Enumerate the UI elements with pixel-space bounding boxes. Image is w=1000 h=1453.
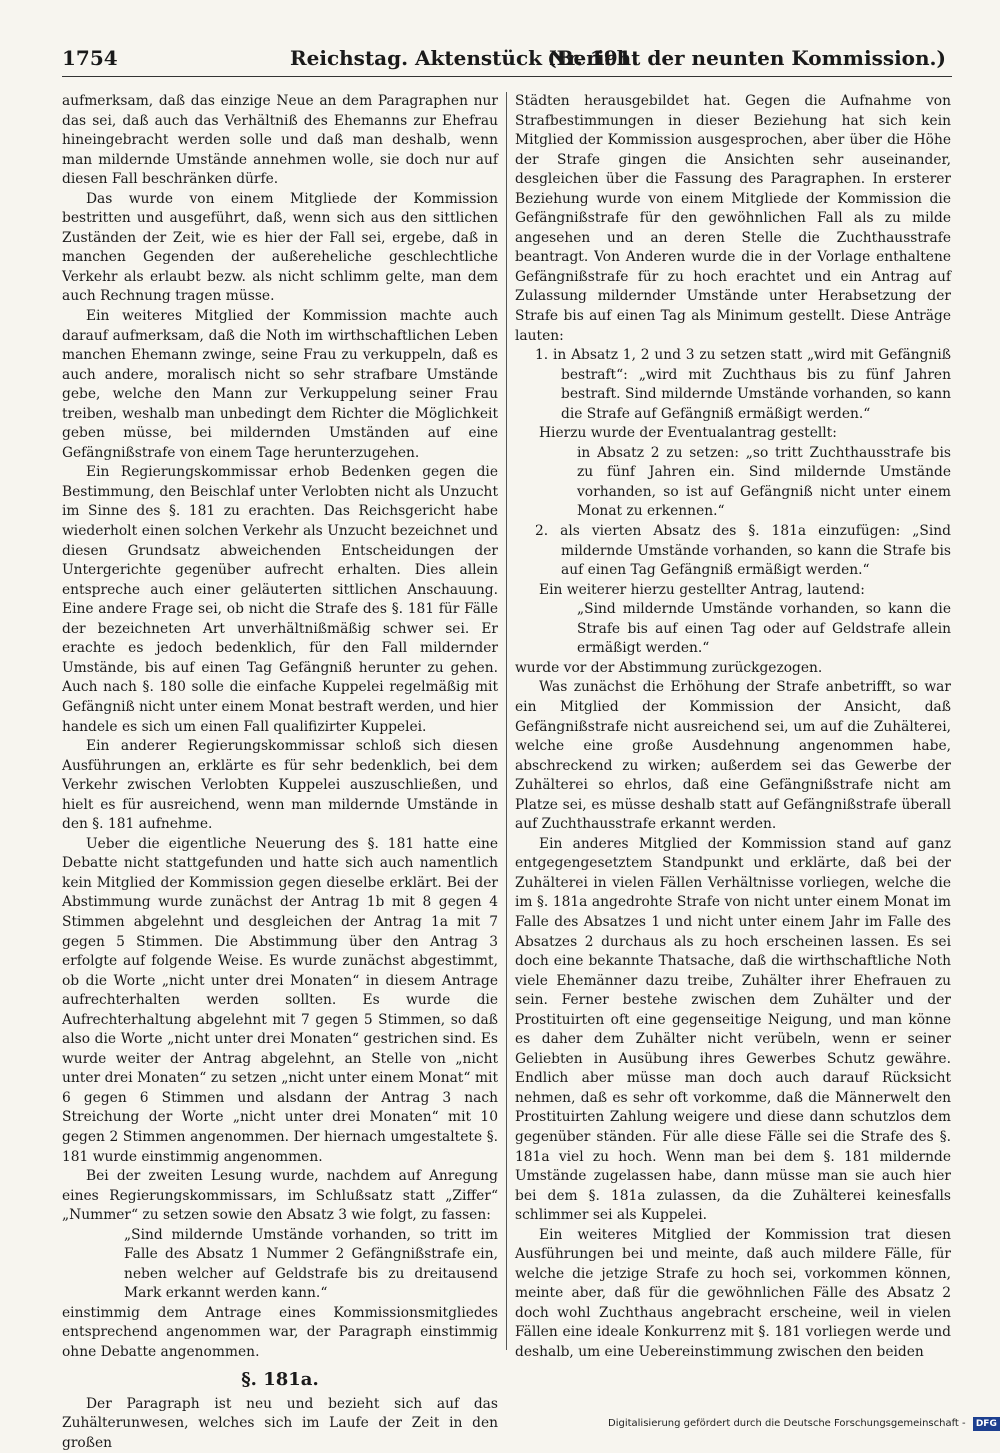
paragraph: Das wurde von einem Mitgliede der Kommission bestritten und ausgeführt, daß, wenn sich aus den sittlichen Zuständen der Zeit, wie es hier der Fall sei, ergebe, daß in manchen Gegenden der außereheliche geschlechtliche Verkehr als erlaubt bezw. als nicht schlimm gelte, man dem auch Rechnung tragen müsse. (62, 190, 498, 305)
further-motion-intro: Ein weiterer hierzu gestellter Antrag, lautend: (539, 581, 865, 598)
eventual-motion-text: in Absatz 2 zu setzen: „so tritt Zuchthausstrafe bis zu fünf Jahren ein. Sind mildernde Umstände vorhanden, so ist auf Gefängniß nicht unter einem Monat zu erkennen.“ (577, 444, 951, 520)
block-quote: „Sind mildernde Umstände vorhanden, so tritt im Falle des Absatz 1 Nummer 2 Gefängnißstrafe ein, neben welcher auf Geldstrafe bis zu dreitausend Mark erkannt werden kann.“ (124, 1226, 498, 1302)
left-column (62, 92, 498, 1453)
paragraph: Was zunächst die Erhöhung der Strafe anbetrifft, so war ein Mitglied der Kommission der Ansicht, daß Gefängnißstrafe nicht ausreichend sei, um auf die Zuhälterei, welche eine große Ausdehnung angenommen habe, abschreckend zu wirken; außerdem sei das Gewerbe der Zuhälterei so ehrlos, daß eine Gefängnißstrafe nicht am Platze sei, es müsse deshalb statt auf Gefängnißstrafe überall auf Zuchthausstrafe erkannt werden. (515, 679, 951, 833)
document-subtitle: (Bericht der neunten Kommission.) (547, 46, 946, 70)
section-heading: §. 181a. (241, 1368, 319, 1390)
paragraph: Der Paragraph ist neu und bezieht sich auf das Zuhälterunwesen, welches sich im Laufe der Zeit in den großen (62, 1395, 498, 1451)
paragraph: Ein Regierungskommissar erhob Bedenken gegen die Bestimmung, den Beischlaf unter Verlobten nicht als Unzucht im Sinne des §. 181 zu erachten. Das Reichsgericht habe wiederholt einen solchen Verkehr als Unzucht bezeichnet und diesen Grundsatz abweichenden Entscheidungen der Untergerichte gegenüber aufrecht erhalten. Dies allein entspreche auch einer geläuterten sittlichen Anschauung. Eine andere Frage sei, ob nicht die Strafe des §. 181 für Fälle der bezeichneten Art unverhältnißmäßig schwer sei. Er erachte es jedoch bedenklich, für den Fall mildernder Umstände, bis auf einen Tag Gefängniß herunter zu gehen. Auch nach §. 180 solle die einfache Kuppelei regelmäßig mit Gefängniß nicht unter einem Monat bestraft werden, und hier handele es sich um einen Fall qualifizirter Kuppelei. (62, 464, 498, 735)
paragraph: einstimmig dem Antrage eines Kommissionsmitgliedes entsprechend angenommen war, der Paragraph einstimmig ohne Debatte angenommen. (62, 1304, 498, 1360)
paragraph: Ein anderes Mitglied der Kommission stand auf ganz entgegengesetztem Standpunkt und erklärte, daß bei der Zuhälterei in vielen Fällen Verhältnisse vorliegen, welche die im §. 181a angedrohte Strafe von nicht unter einem Monat im Falle des Absatzes 1 und nicht unter einem Jahr im Falle des Absatzes 2 durchaus als zu hoch erscheinen lassen. Es sei doch eine bekannte Thatsache, daß die wirthschaftliche Noth viele Ehemänner dazu treibe, Zuhälter ihrer Ehefrauen zu sein. Ferner bestehe zwischen dem Zuhälter und der Prostituirten oft eine gegenseitige Neigung, und man könne es daher dem Zuhälter nicht verübeln, wenn er seiner Geliebten in Ausübung ihres Gewerbes Schutz gewähre. Endlich aber müsse man doch auch darauf Rücksicht nehmen, daß es sehr oft vorkomme, daß die Männerwelt den Prostituirten Zahlung weigere und diese dann schutzlos dem gegenüber ständen. Für alle diese Fälle sei die Strafe des §. 181a viel zu hoch. Wenn man bei dem §. 181 mildernde Umstände zugelassen habe, dann müsse man sie auch hier bei dem §. 181a zulassen, da die Zuhälterei keinesfalls schlimmer sei als Kuppelei. (515, 835, 951, 1224)
motion-list (535, 346, 951, 424)
document-title: Reichstag. Aktenstück Nr. 191. (290, 46, 639, 70)
motion-item-2: 2. als vierten Absatz des §. 181a einzufügen: „Sind mildernde Umstände vorhanden, so kann die Strafe bis auf einen Tag Gefängniß ermäßigt werden.“ (535, 523, 951, 579)
motion-item-1: 1. in Absatz 1, 2 und 3 zu setzen statt „wird mit Gefängniß bestraft“: „wird mit Zuchthaus bis zu fünf Jahren bestraft. Sind mildernde Umstände vorhanden, so kann die Strafe auf Gefängniß ermäßigt werden.“ (535, 347, 951, 422)
dfg-logo: DFG (973, 1417, 1000, 1431)
paragraph: Ein weiteres Mitglied der Kommission trat diesen Ausführungen bei und meinte, daß auch mildere Fälle, für welche die jetzige Strafe zu hoch sei, vorkommen können, meinte aber, daß für die gewöhnlichen Fälle des Absatz 2 doch wohl Zuchthaus angebracht erscheine, weil in vielen Fällen eine ideale Konkurrenz mit §. 181 vorliegen werde und deshalb, um eine Uebereinstimmung zwischen den beiden (515, 1226, 951, 1360)
column-divider (506, 92, 507, 1350)
paragraph: Ein weiteres Mitglied der Kommission machte auch darauf aufmerksam, daß die Noth im wirthschaftlichen Leben manchen Ehemann zwinge, seine Frau zu verkuppeln, daß es auch andere, moralisch nicht so sehr strafbare Umstände gebe, welche den Mann zur Verkuppelung seiner Frau treiben, weshalb man unbedingt dem Richter die Möglichkeit geben müsse, bei mildernden Umständen auf eine Gefängnißstrafe von einem Tage herunterzugehen. (62, 308, 498, 461)
paragraph: Städten herausgebildet hat. Gegen die Aufnahme von Strafbestimmungen in dieser Beziehung hat sich kein Mitglied der Kommission ausgesprochen, aber über die Höhe der Strafe gingen die Ansichten sehr auseinander, desgleichen über die Fassung des Paragraphen. In ersterer Beziehung wurde von einem Mitgliede der Kommission die Gefängnißstrafe für den gewöhnlichen Fall als zu milde angesehen und an deren Stelle die Zuchthausstrafe beantragt. Von Anderen wurde die in der Vorlage enthaltene Gefängnißstrafe für zu hoch erachtet und ein Antrag auf Zulassung mildernder Umstände unter Herabsetzung der Strafe bis auf einen Tag als Minimum gestellt. Diese Anträge lauten: (515, 93, 951, 344)
paragraph: Ein anderer Regierungskommissar schloß sich diesen Ausführungen an, erklärte es für sehr bedenklich, bei dem Verkehr zwischen Verlobten Kuppelei auszuschließen, und hielt es für ausreichend, wenn man mildernde Umstände in den §. 181 aufnehme. (62, 738, 498, 833)
digitization-footer (608, 1416, 997, 1432)
right-column (515, 92, 951, 1363)
paragraph: wurde vor der Abstimmung zurückgezogen. (515, 659, 823, 676)
eventual-motion-intro: Hierzu wurde der Eventualantrag gestellt: (539, 425, 837, 442)
page-header (62, 40, 952, 77)
further-motion-quote: „Sind mildernde Umstände vorhanden, so kann die Strafe bis auf einen Tag oder auf Geldstrafe allein ermäßigt werden.“ (577, 601, 951, 657)
page-number: 1754 (62, 46, 118, 70)
paragraph: Bei der zweiten Lesung wurde, nachdem auf Anregung eines Regierungskommissars, im Schlußsatz statt „Ziffer“ „Nummer“ zu setzen sowie den Absatz 3 wie folgt, zu fassen: (62, 1168, 498, 1224)
paragraph: Ueber die eigentliche Neuerung des §. 181 hatte eine Debatte nicht stattgefunden und hatte sich auch namentlich kein Mitglied der Kommission gegen dieselbe erklärt. Bei der Abstimmung wurde zunächst der Antrag 1b mit 8 gegen 4 Stimmen abgelehnt und desgleichen der Antrag 1a mit 7 gegen 5 Stimmen. Die Abstimmung über den Antrag 3 erfolgte auf folgende Weise. Es wurde zunächst abgestimmt, ob die Worte „nicht unter drei Monaten“ in diesem Antrage aufrechterhalten werden sollten. Es wurde die Aufrechterhaltung abgelehnt mit 7 gegen 5 Stimmen, so daß also die Worte „nicht unter drei Monaten“ gestrichen sind. Es wurde weiter der Antrag abgelehnt, an Stelle von „nicht unter drei Monaten“ zu setzen „nicht unter einem Monat“ mit 6 gegen 6 Stimmen und alsdann der Antrag 3 nach Streichung der Worte „nicht unter drei Monaten“ mit 10 gegen 2 Stimmen angenommen. Der hiernach umgestaltete §. 181 wurde einstimmig angenommen. (62, 835, 498, 1165)
motion-list (535, 522, 951, 581)
paragraph: aufmerksam, daß das einzige Neue an dem Paragraphen nur das sei, daß auch das Verhältniß des Ehemanns zur Ehefrau hineingebracht werden solle und daß man deshalb, wenn man mildernde Umstände annehmen wolle, sie doch nur auf diesen Fall beschränken dürfe. (62, 93, 498, 188)
footer-text: Digitalisierung gefördert durch die Deutsche Forschungsgemeinschaft - (608, 1418, 966, 1429)
